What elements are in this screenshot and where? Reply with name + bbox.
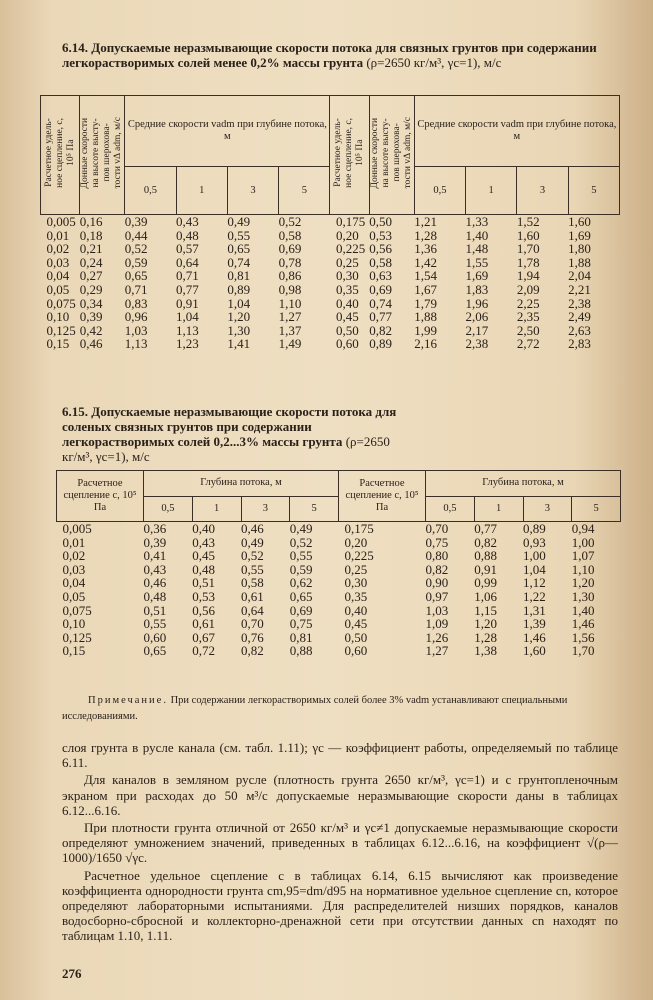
header-bottom-velocity-right: Донные скорости на высоте высту- пов шерохова- тости vΔ adm, м/с <box>369 96 414 215</box>
table-cell: 0,69 <box>278 241 302 257</box>
table-cell: 0,005 <box>46 214 76 229</box>
caption-subtitle: (ρ=2650 кг/м³, γc=1), м/с <box>366 55 502 70</box>
table-cell: 0,36 <box>143 521 167 536</box>
table-cell: 1,96 <box>465 295 489 311</box>
table-cell: 2,04 <box>568 268 591 284</box>
table-cell: 0,52 <box>241 548 264 564</box>
caption-subtitle: (ρ=2650 кг/м³, γc=1), м/с <box>62 434 390 464</box>
header-depth: 3 <box>227 167 278 215</box>
table-cell: 2,50 <box>516 322 540 338</box>
table-cell: 0,30 <box>344 575 368 591</box>
table-cell: 0,94 <box>571 521 595 536</box>
table-cell: 1,40 <box>465 227 489 243</box>
table-cell: 0,75 <box>289 616 313 632</box>
table-row <box>57 644 621 658</box>
table-row <box>57 549 621 563</box>
table-cell: 0,70 <box>241 616 264 632</box>
header-depth: 1 <box>466 167 517 215</box>
table-cell: 2,38 <box>568 295 591 311</box>
table-cell: 0,03 <box>62 561 86 577</box>
table-cell: 1,78 <box>516 254 540 270</box>
caption-text: Допускаемые неразмывающие скорости потока для соленых связных грунтов при содержании легкорастворимых солей 0,2...3% массы грунта <box>62 404 397 449</box>
header-depth: 3 <box>523 496 572 522</box>
table-cell: 0,82 <box>474 534 497 550</box>
table-cell: 1,21 <box>414 214 437 229</box>
table-cell: 0,63 <box>369 268 392 284</box>
table-cell: 0,175 <box>344 521 374 536</box>
table-cell: 0,48 <box>176 227 199 243</box>
table-cell: 0,18 <box>79 227 103 243</box>
table-cell: 0,52 <box>278 214 302 229</box>
table-cell: 2,16 <box>414 336 437 352</box>
table-cell: 0,53 <box>192 588 215 604</box>
table-cell: 0,55 <box>227 227 251 243</box>
table-cell: 0,16 <box>79 214 103 229</box>
table-cell: 1,67 <box>414 281 437 297</box>
table-row <box>41 242 620 256</box>
table-cell: 1,79 <box>414 295 437 311</box>
table-cell: 1,60 <box>523 643 546 659</box>
table-cell: 0,49 <box>289 521 313 536</box>
table-cell: 0,05 <box>46 281 70 297</box>
table-cell: 1,09 <box>425 616 449 632</box>
table-cell: 1,03 <box>425 602 449 618</box>
table-cell: 0,89 <box>369 336 392 352</box>
table-cell: 1,28 <box>474 629 497 645</box>
table-cell: 0,20 <box>344 534 368 550</box>
table-cell: 0,50 <box>344 629 368 645</box>
header-depth: 5 <box>279 167 330 215</box>
table-cell: 0,10 <box>46 309 70 325</box>
table-cell: 0,49 <box>241 534 264 550</box>
table-cell: 0,51 <box>143 602 167 618</box>
table-cell: 0,35 <box>344 588 368 604</box>
header-depth-group-right: Глубина потока, м <box>426 471 621 497</box>
table-cell: 1,39 <box>523 616 546 632</box>
table-cell: 1,88 <box>568 254 591 270</box>
table-cell: 0,57 <box>176 241 199 257</box>
table-cell: 0,49 <box>227 214 251 229</box>
table-cell: 1,04 <box>227 295 251 311</box>
table-cell: 1,99 <box>414 322 437 338</box>
table-cell: 0,74 <box>227 254 251 270</box>
table-row <box>41 229 620 243</box>
table-cell: 0,81 <box>227 268 251 284</box>
table-note <box>62 693 617 725</box>
table-cell: 0,44 <box>124 227 148 243</box>
table-cell: 0,76 <box>241 629 264 645</box>
table-cell: 0,25 <box>335 254 359 270</box>
table-cell: 0,35 <box>335 281 359 297</box>
table-row <box>41 337 620 351</box>
table-cell: 1,70 <box>516 241 540 257</box>
table-cell: 0,51 <box>192 575 215 591</box>
table-cell: 2,63 <box>568 322 591 338</box>
table-cell: 1,10 <box>571 561 595 577</box>
table-cell: 0,77 <box>369 309 392 325</box>
table-cell: 0,78 <box>278 254 302 270</box>
table-cell: 0,34 <box>79 295 103 311</box>
paragraph: слоя грунта в русле канала (см. табл. 1.11); γc — коэффициент работы, определяемый по таблице 6.11. <box>62 740 618 771</box>
table-cell: 1,42 <box>414 254 437 270</box>
table-cell: 0,45 <box>344 616 368 632</box>
table-cell: 0,45 <box>192 548 215 564</box>
table-row <box>57 590 621 604</box>
table-cell: 0,64 <box>176 254 199 270</box>
table-6-15-body <box>57 522 621 658</box>
table-cell: 0,59 <box>124 254 148 270</box>
table-cell: 1,55 <box>465 254 489 270</box>
table-cell: 1,38 <box>474 643 497 659</box>
table-cell: 0,42 <box>79 322 103 338</box>
table-cell: 0,55 <box>241 561 264 577</box>
table-cell: 1,00 <box>523 548 546 564</box>
table-cell: 1,20 <box>474 616 497 632</box>
table-row <box>57 604 621 618</box>
table-row <box>41 297 620 311</box>
table-cell: 2,35 <box>516 309 540 325</box>
table-cell: 0,83 <box>124 295 148 311</box>
table-cell: 1,13 <box>124 336 148 352</box>
table-cell: 0,58 <box>369 254 392 270</box>
table-cell: 0,48 <box>143 588 167 604</box>
table-cell: 0,45 <box>335 309 359 325</box>
table-cell: 1,48 <box>465 241 489 257</box>
table-cell: 2,21 <box>568 281 591 297</box>
table-cell: 1,00 <box>571 534 595 550</box>
table-cell: 0,72 <box>192 643 215 659</box>
table-cell: 0,82 <box>425 561 449 577</box>
table-cell: 0,52 <box>289 534 313 550</box>
table-6-14-caption <box>62 40 622 70</box>
table-cell: 0,65 <box>124 268 148 284</box>
header-depth: 3 <box>517 167 568 215</box>
table-cell: 0,40 <box>192 521 215 536</box>
table-cell: 1,28 <box>414 227 437 243</box>
table-6-14 <box>40 95 620 351</box>
table-cell: 0,01 <box>46 227 70 243</box>
table-cell: 0,64 <box>241 602 264 618</box>
header-cohesion-right: Расчетное сцепление c, 10⁵ Па <box>339 471 426 522</box>
table-row <box>41 324 620 338</box>
table-cell: 1,54 <box>414 268 437 284</box>
table-cell: 1,69 <box>568 227 591 243</box>
table-cell: 1,94 <box>516 268 540 284</box>
table-cell: 1,69 <box>465 268 489 284</box>
paragraph: При плотности грунта отличной от 2650 кг/м³ и γc≠1 допускаемые неразмывающие скорости определяют умножением значений, приведенных в таблицах 6.12...6.16, на коэффициент √(ρ—1000)/1650 √γc. <box>62 820 618 866</box>
table-number: 6.14. <box>62 40 88 55</box>
table-cell: 0,39 <box>124 214 148 229</box>
table-cell: 0,50 <box>369 214 392 229</box>
table-cell: 0,77 <box>176 281 199 297</box>
table-cell: 0,93 <box>523 534 546 550</box>
table-cell: 0,82 <box>369 322 392 338</box>
table-cell: 1,36 <box>414 241 437 257</box>
table-cell: 0,46 <box>79 336 103 352</box>
table-cell: 2,09 <box>516 281 540 297</box>
table-cell: 1,52 <box>516 214 540 229</box>
table-cell: 2,25 <box>516 295 540 311</box>
table-cell: 1,46 <box>571 616 595 632</box>
table-row <box>57 536 621 550</box>
table-row <box>57 522 621 536</box>
table-cell: 1,70 <box>571 643 595 659</box>
table-cell: 0,69 <box>369 281 392 297</box>
table-cell: 1,88 <box>414 309 437 325</box>
table-cell: 1,49 <box>278 336 302 352</box>
table-cell: 0,59 <box>289 561 313 577</box>
table-cell: 0,74 <box>369 295 392 311</box>
table-cell: 0,81 <box>289 629 313 645</box>
table-cell: 0,62 <box>289 575 313 591</box>
table-cell: 1,31 <box>523 602 546 618</box>
table-row <box>57 617 621 631</box>
table-cell: 1,20 <box>227 309 251 325</box>
table-cell: 0,02 <box>46 241 70 257</box>
table-cell: 0,04 <box>46 268 70 284</box>
header-bottom-velocity: Донные скорости на высоте высту- пов шерохова- тости vΔ adm, м/с <box>80 96 125 215</box>
table-cell: 1,37 <box>278 322 302 338</box>
caption-text: Допускаемые неразмывающие скорости потока для связных грунтов при содержании легкорастворимых солей менее 0,2% массы грунта <box>62 40 597 70</box>
table-cell: 0,50 <box>335 322 359 338</box>
table-cell: 0,99 <box>474 575 497 591</box>
table-cell: 1,33 <box>465 214 489 229</box>
table-cell: 0,40 <box>344 602 368 618</box>
table-cell: 1,60 <box>568 214 591 229</box>
paragraph: Расчетное удельное сцепление c в таблицах 6.14, 6.15 вычисляют как произведение коэффициента однородности грунта cm,95=dm/d95 на нормативное удельное сцепление cn, которое определяют лабораторными испытаниями. Для распределителей низших порядков, каналов водосборно-сбросной и коллекторно-дренажной сети при отсутствии данных cn находят по таблицам 1.10, 1.11. <box>62 867 618 944</box>
paragraph: Для каналов в земляном русле (плотность грунта 2650 кг/м³, γc=1) и с грунтопленочным экраном при расходах до 50 м³/с допускаемые неразмывающие скорости даны в таблицах 6.12...6.16. <box>62 772 618 818</box>
table-cell: 0,48 <box>192 561 215 577</box>
table-cell: 0,55 <box>143 616 167 632</box>
table-cell: 1,06 <box>474 588 497 604</box>
table-cell: 1,27 <box>425 643 449 659</box>
table-cell: 0,70 <box>425 521 449 536</box>
table-cell: 1,15 <box>474 602 497 618</box>
header-depth: 5 <box>572 496 621 522</box>
table-cell: 0,02 <box>62 548 86 564</box>
table-cell: 0,005 <box>62 521 92 536</box>
table-cell: 2,83 <box>568 336 591 352</box>
table-cell: 0,15 <box>62 643 86 659</box>
header-mean-velocity-right: Средние скорости vadm при глубине потока, м <box>414 96 619 167</box>
table-cell: 1,41 <box>227 336 251 352</box>
header-mean-velocity: Средние скорости vadm при глубине потока, м <box>125 96 330 167</box>
table-cell: 0,46 <box>241 521 264 536</box>
table-row <box>41 269 620 283</box>
header-depth: 1 <box>192 496 241 522</box>
table-cell: 0,80 <box>425 548 449 564</box>
table-cell: 1,83 <box>465 281 489 297</box>
table-cell: 0,41 <box>143 548 167 564</box>
table-cell: 0,175 <box>335 214 366 229</box>
table-cell: 0,88 <box>289 643 313 659</box>
table-cell: 0,90 <box>425 575 449 591</box>
header-depth-group: Глубина потока, м <box>144 471 339 497</box>
table-cell: 1,03 <box>124 322 148 338</box>
table-number: 6.15. <box>62 404 88 419</box>
table-cell: 0,56 <box>192 602 215 618</box>
table-cell: 0,24 <box>79 254 103 270</box>
table-cell: 0,58 <box>241 575 264 591</box>
table-cell: 2,38 <box>465 336 489 352</box>
table-cell: 1,27 <box>278 309 302 325</box>
table-cell: 0,46 <box>143 575 167 591</box>
table-cell: 0,65 <box>227 241 251 257</box>
table-6-15 <box>56 470 621 658</box>
header-depth: 3 <box>241 496 290 522</box>
table-cell: 0,56 <box>369 241 392 257</box>
table-cell: 0,10 <box>62 616 86 632</box>
table-cell: 0,04 <box>62 575 86 591</box>
table-cell: 1,60 <box>516 227 540 243</box>
header-cohesion-right: Расчетное удель- ное сцепление, c, 10⁵ Па <box>330 96 369 215</box>
table-cell: 0,58 <box>278 227 302 243</box>
table-row <box>41 256 620 270</box>
table-row <box>41 283 620 297</box>
table-cell: 0,43 <box>143 561 167 577</box>
table-cell: 0,05 <box>62 588 86 604</box>
table-cell: 0,91 <box>176 295 199 311</box>
table-cell: 0,88 <box>474 548 497 564</box>
table-cell: 0,71 <box>176 268 199 284</box>
table-cell: 1,20 <box>571 575 595 591</box>
table-cell: 0,71 <box>124 281 148 297</box>
table-cell: 0,27 <box>79 268 103 284</box>
table-row <box>41 310 620 324</box>
table-cell: 0,75 <box>425 534 449 550</box>
header-depth: 0,5 <box>426 496 475 522</box>
table-cell: 0,52 <box>124 241 148 257</box>
table-cell: 2,49 <box>568 309 591 325</box>
table-cell: 0,86 <box>278 268 302 284</box>
header-depth: 0,5 <box>144 496 193 522</box>
table-cell: 0,60 <box>143 629 167 645</box>
table-cell: 0,55 <box>289 548 313 564</box>
table-cell: 0,96 <box>124 309 148 325</box>
table-cell: 0,225 <box>344 548 374 564</box>
note-text: При содержании легкорастворимых солей более 3% vadm устанавливают специальными исследованиями. <box>62 695 568 722</box>
header-depth: 0,5 <box>125 167 176 215</box>
table-cell: 0,69 <box>289 602 313 618</box>
table-cell: 0,01 <box>62 534 86 550</box>
table-cell: 0,67 <box>192 629 215 645</box>
header-depth: 0,5 <box>414 167 465 215</box>
table-cell: 0,15 <box>46 336 70 352</box>
table-cell: 0,65 <box>143 643 167 659</box>
table-cell: 1,13 <box>176 322 199 338</box>
table-cell: 0,77 <box>474 521 497 536</box>
body-text <box>62 740 618 946</box>
table-cell: 1,56 <box>571 629 595 645</box>
note-label: Примечание. <box>88 695 168 706</box>
table-cell: 0,29 <box>79 281 103 297</box>
table-cell: 0,43 <box>192 534 215 550</box>
table-cell: 0,075 <box>46 295 76 311</box>
table-cell: 0,89 <box>523 521 546 536</box>
table-cell: 1,10 <box>278 295 302 311</box>
header-depth: 5 <box>290 496 339 522</box>
table-6-15-caption <box>62 404 402 464</box>
table-cell: 0,82 <box>241 643 264 659</box>
table-cell: 1,23 <box>176 336 199 352</box>
table-cell: 1,22 <box>523 588 546 604</box>
table-cell: 2,17 <box>465 322 489 338</box>
table-cell: 0,89 <box>227 281 251 297</box>
table-cell: 1,12 <box>523 575 546 591</box>
page-number: 276 <box>62 966 82 981</box>
table-cell: 1,04 <box>176 309 199 325</box>
header-depth: 5 <box>568 167 619 215</box>
table-cell: 0,125 <box>62 629 92 645</box>
table-row <box>57 631 621 645</box>
table-cell: 1,26 <box>425 629 449 645</box>
table-cell: 1,30 <box>227 322 251 338</box>
header-cohesion: Расчетное удель- ное сцепление, c, 10⁵ Па <box>41 96 80 215</box>
table-cell: 0,075 <box>62 602 92 618</box>
table-cell: 0,53 <box>369 227 392 243</box>
table-cell: 0,125 <box>46 322 76 338</box>
table-row <box>41 215 620 229</box>
table-cell: 0,21 <box>79 241 103 257</box>
table-cell: 0,03 <box>46 254 70 270</box>
table-cell: 2,06 <box>465 309 489 325</box>
table-cell: 2,72 <box>516 336 540 352</box>
table-cell: 0,97 <box>425 588 449 604</box>
table-cell: 0,60 <box>335 336 359 352</box>
table-cell: 1,30 <box>571 588 595 604</box>
table-cell: 0,91 <box>474 561 497 577</box>
table-cell: 1,80 <box>568 241 591 257</box>
table-cell: 1,40 <box>571 602 595 618</box>
table-cell: 0,61 <box>241 588 264 604</box>
table-cell: 0,98 <box>278 281 302 297</box>
table-cell: 0,39 <box>79 309 103 325</box>
table-cell: 0,39 <box>143 534 167 550</box>
table-6-14-body <box>41 215 620 351</box>
header-depth: 1 <box>474 496 523 522</box>
table-cell: 0,225 <box>335 241 366 257</box>
header-depth: 1 <box>176 167 227 215</box>
table-cell: 1,46 <box>523 629 546 645</box>
table-cell: 0,25 <box>344 561 368 577</box>
table-cell: 0,20 <box>335 227 359 243</box>
table-cell: 0,60 <box>344 643 368 659</box>
table-row <box>57 576 621 590</box>
table-cell: 0,43 <box>176 214 199 229</box>
table-cell: 0,30 <box>335 268 359 284</box>
table-cell: 0,40 <box>335 295 359 311</box>
table-cell: 0,61 <box>192 616 215 632</box>
table-cell: 0,65 <box>289 588 313 604</box>
header-cohesion: Расчетное сцепление c, 10⁵ Па <box>57 471 144 522</box>
table-cell: 1,07 <box>571 548 595 564</box>
table-row <box>57 563 621 577</box>
table-cell: 1,04 <box>523 561 546 577</box>
